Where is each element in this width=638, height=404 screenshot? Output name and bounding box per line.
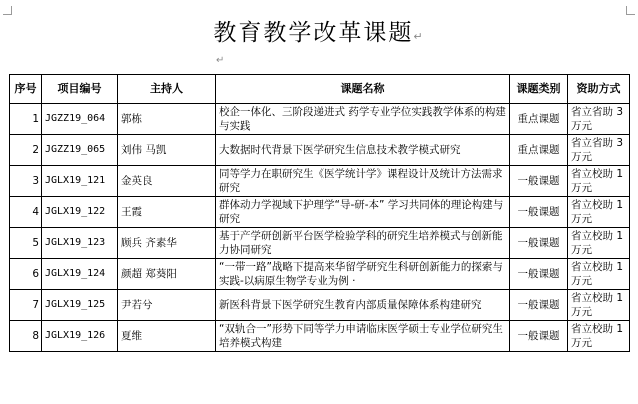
funding-method: 省立校助 1万元 <box>568 321 630 352</box>
project-code: JGLX19_126 <box>42 321 118 352</box>
table-row <box>10 197 630 228</box>
row-number: 5 <box>10 228 42 259</box>
project-name: “一带一路”战略下提高来华留学研究生科研创新能力的探索与实践-以病原生物学专业为例 · <box>216 259 510 290</box>
host-name: 颜超 郑葵阳 <box>118 259 216 290</box>
project-name: 同等学力在职研究生《医学统计学》课程设计及统计方法需求研究 <box>216 166 510 197</box>
project-category: 一般课题 <box>510 290 568 321</box>
column-header-no: 序号 <box>10 75 42 104</box>
column-header-code: 项目编号 <box>42 75 118 104</box>
project-code: JGLX19_122 <box>42 197 118 228</box>
table-row <box>10 135 630 166</box>
row-number: 4 <box>10 197 42 228</box>
funding-method: 省立校助 1万元 <box>568 166 630 197</box>
host-name: 夏维 <box>118 321 216 352</box>
project-code: JGLX19_124 <box>42 259 118 290</box>
table-row <box>10 259 630 290</box>
funding-method: 省立校助 1万元 <box>568 228 630 259</box>
funding-method: 省立校助 1万元 <box>568 259 630 290</box>
project-category: 重点课题 <box>510 104 568 135</box>
project-name: 基于产学研创新平台医学检验学科的研究生培养模式与创新能力协同研究 <box>216 228 510 259</box>
project-name: “双轨合一”形势下同等学力申请临床医学硕士专业学位研究生培养模式构建 <box>216 321 510 352</box>
row-number: 6 <box>10 259 42 290</box>
funding-method: 省立校助 1万元 <box>568 197 630 228</box>
column-header-funding: 资助方式 <box>568 75 630 104</box>
project-code: JGZZ19_065 <box>42 135 118 166</box>
column-header-category: 课题类别 <box>510 75 568 104</box>
project-category: 一般课题 <box>510 228 568 259</box>
document-title <box>0 14 638 47</box>
project-category: 一般课题 <box>510 197 568 228</box>
row-number: 2 <box>10 135 42 166</box>
row-number: 1 <box>10 104 42 135</box>
funding-method: 省立校助 1万元 <box>568 290 630 321</box>
project-name: 大数据时代背景下医学研究生信息技术教学模式研究 <box>216 135 510 166</box>
row-number: 3 <box>10 166 42 197</box>
project-code: JGLX19_125 <box>42 290 118 321</box>
paragraph-mark-icon: ↵ <box>216 55 225 66</box>
row-number: 7 <box>10 290 42 321</box>
project-code: JGLX19_121 <box>42 166 118 197</box>
host-name: 金英良 <box>118 166 216 197</box>
host-name: 郭栋 <box>118 104 216 135</box>
host-name: 顾兵 齐素华 <box>118 228 216 259</box>
project-code: JGZZ19_064 <box>42 104 118 135</box>
paragraph-mark-icon: ↵ <box>413 30 425 43</box>
project-category: 一般课题 <box>510 321 568 352</box>
project-code: JGLX19_123 <box>42 228 118 259</box>
host-name: 刘伟 马凯 <box>118 135 216 166</box>
project-name: 校企一体化、三阶段递进式 药学专业学位实践教学体系的构建与实践 <box>216 104 510 135</box>
project-name: 新医科背景下医学研究生教育内部质量保障体系构建研究 <box>216 290 510 321</box>
project-category: 重点课题 <box>510 135 568 166</box>
project-category: 一般课题 <box>510 166 568 197</box>
column-header-name: 课题名称 <box>216 75 510 104</box>
table-row <box>10 290 630 321</box>
project-name: 群体动力学视域下护理学“导-研-本” 学习共同体的理论构建与研究 <box>216 197 510 228</box>
table-header-row <box>10 75 630 104</box>
project-category: 一般课题 <box>510 259 568 290</box>
host-name: 王霞 <box>118 197 216 228</box>
funding-method: 省立省助 3万元 <box>568 104 630 135</box>
table-row <box>10 104 630 135</box>
row-number: 8 <box>10 321 42 352</box>
funding-method: 省立省助 3万元 <box>568 135 630 166</box>
column-header-host: 主持人 <box>118 75 216 104</box>
host-name: 尹若兮 <box>118 290 216 321</box>
project-table <box>9 74 630 352</box>
title-text: 教育教学改革课题 <box>213 20 414 46</box>
table-row <box>10 166 630 197</box>
table-row <box>10 228 630 259</box>
table-row <box>10 321 630 352</box>
